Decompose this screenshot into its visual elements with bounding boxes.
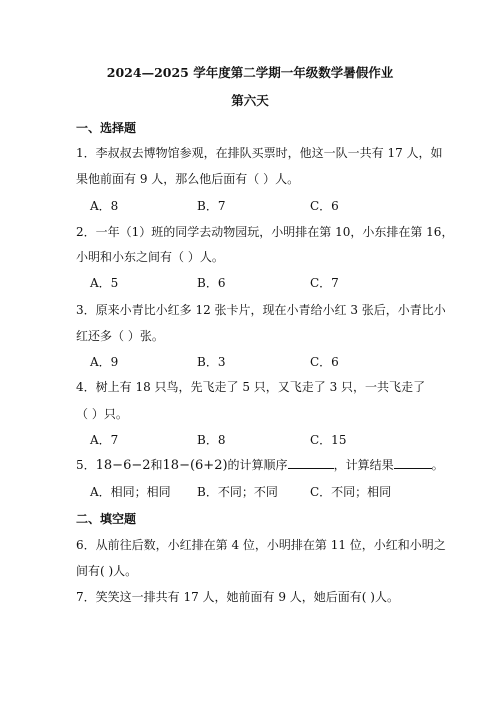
question-5-line [76,457,444,473]
question-6-line-1: 6．从前往后数，小红排在第 4 位，小明排在第 11 位，小红和小明之 [76,538,446,552]
question-4-option-a: A．7 [90,433,119,447]
question-5-text-result: ，计算结果 [333,458,394,472]
question-2-option-b: B．6 [197,276,226,290]
question-5-blank-order[interactable] [288,457,334,469]
question-5-option-c: C．不同；相同 [310,485,392,499]
question-3-line-1: 3．原来小青比小红多 12 张卡片，现在小青给小红 3 张后，小青比小 [76,303,446,317]
question-6-line-2: 间有( )人。 [76,564,138,578]
question-1-line-1: 1．李叔叔去博物馆参观，在排队买票时，他这一队一共有 17 人，如 [76,146,443,160]
question-1-line-2: 果他前面有 9 人，那么他后面有（ ）人。 [76,172,300,186]
question-4-line-1: 4．树上有 18 只鸟，先飞走了 5 只，又飞走了 3 只，一共飞走了 [76,380,426,394]
section-heading-choice: 一、选择题 [76,121,137,135]
section-heading-fill: 二、填空题 [76,512,137,526]
question-4-option-c: C．15 [310,433,347,447]
question-5-expression-2: 18−(6+2) [162,458,228,473]
question-5-and: 和 [150,458,163,472]
question-2-option-a: A．5 [90,276,119,290]
question-5-text-order: 的计算顺序 [227,458,288,472]
question-3-option-b: B．3 [197,355,226,369]
question-3-line-2: 红还多（ ）张。 [76,329,164,343]
worksheet-title: 2024—2025 学年度第二学期一年级数学暑假作业 [106,65,394,80]
question-4-line-2: （ ）只。 [76,407,128,421]
day-title: 第六天 [231,93,269,108]
question-5-option-a: A．相同；相同 [90,485,171,499]
question-5-number: 5． [76,458,96,472]
question-1-option-c: C．6 [310,199,339,213]
question-2-line-1: 2．一年（1）班的同学去动物园玩，小明排在第 10，小东排在第 16， [76,225,454,239]
question-1-option-b: B．7 [197,199,226,213]
question-1-option-a: A．8 [90,199,119,213]
question-2-line-2: 小明和小东之间有（ ）人。 [76,250,224,264]
question-3-option-c: C．6 [310,355,339,369]
question-5-end: 。 [431,458,444,472]
question-3-option-a: A．9 [90,355,119,369]
question-5-option-b: B．不同；不同 [197,485,278,499]
question-5-blank-result[interactable] [394,457,432,469]
question-2-option-c: C．7 [310,276,339,290]
question-4-option-b: B．8 [197,433,226,447]
question-7-line-1: 7．笑笑这一排共有 17 人，她前面有 9 人，她后面有( )人。 [76,590,399,604]
question-5-expression-1: 18−6−2 [95,458,151,473]
